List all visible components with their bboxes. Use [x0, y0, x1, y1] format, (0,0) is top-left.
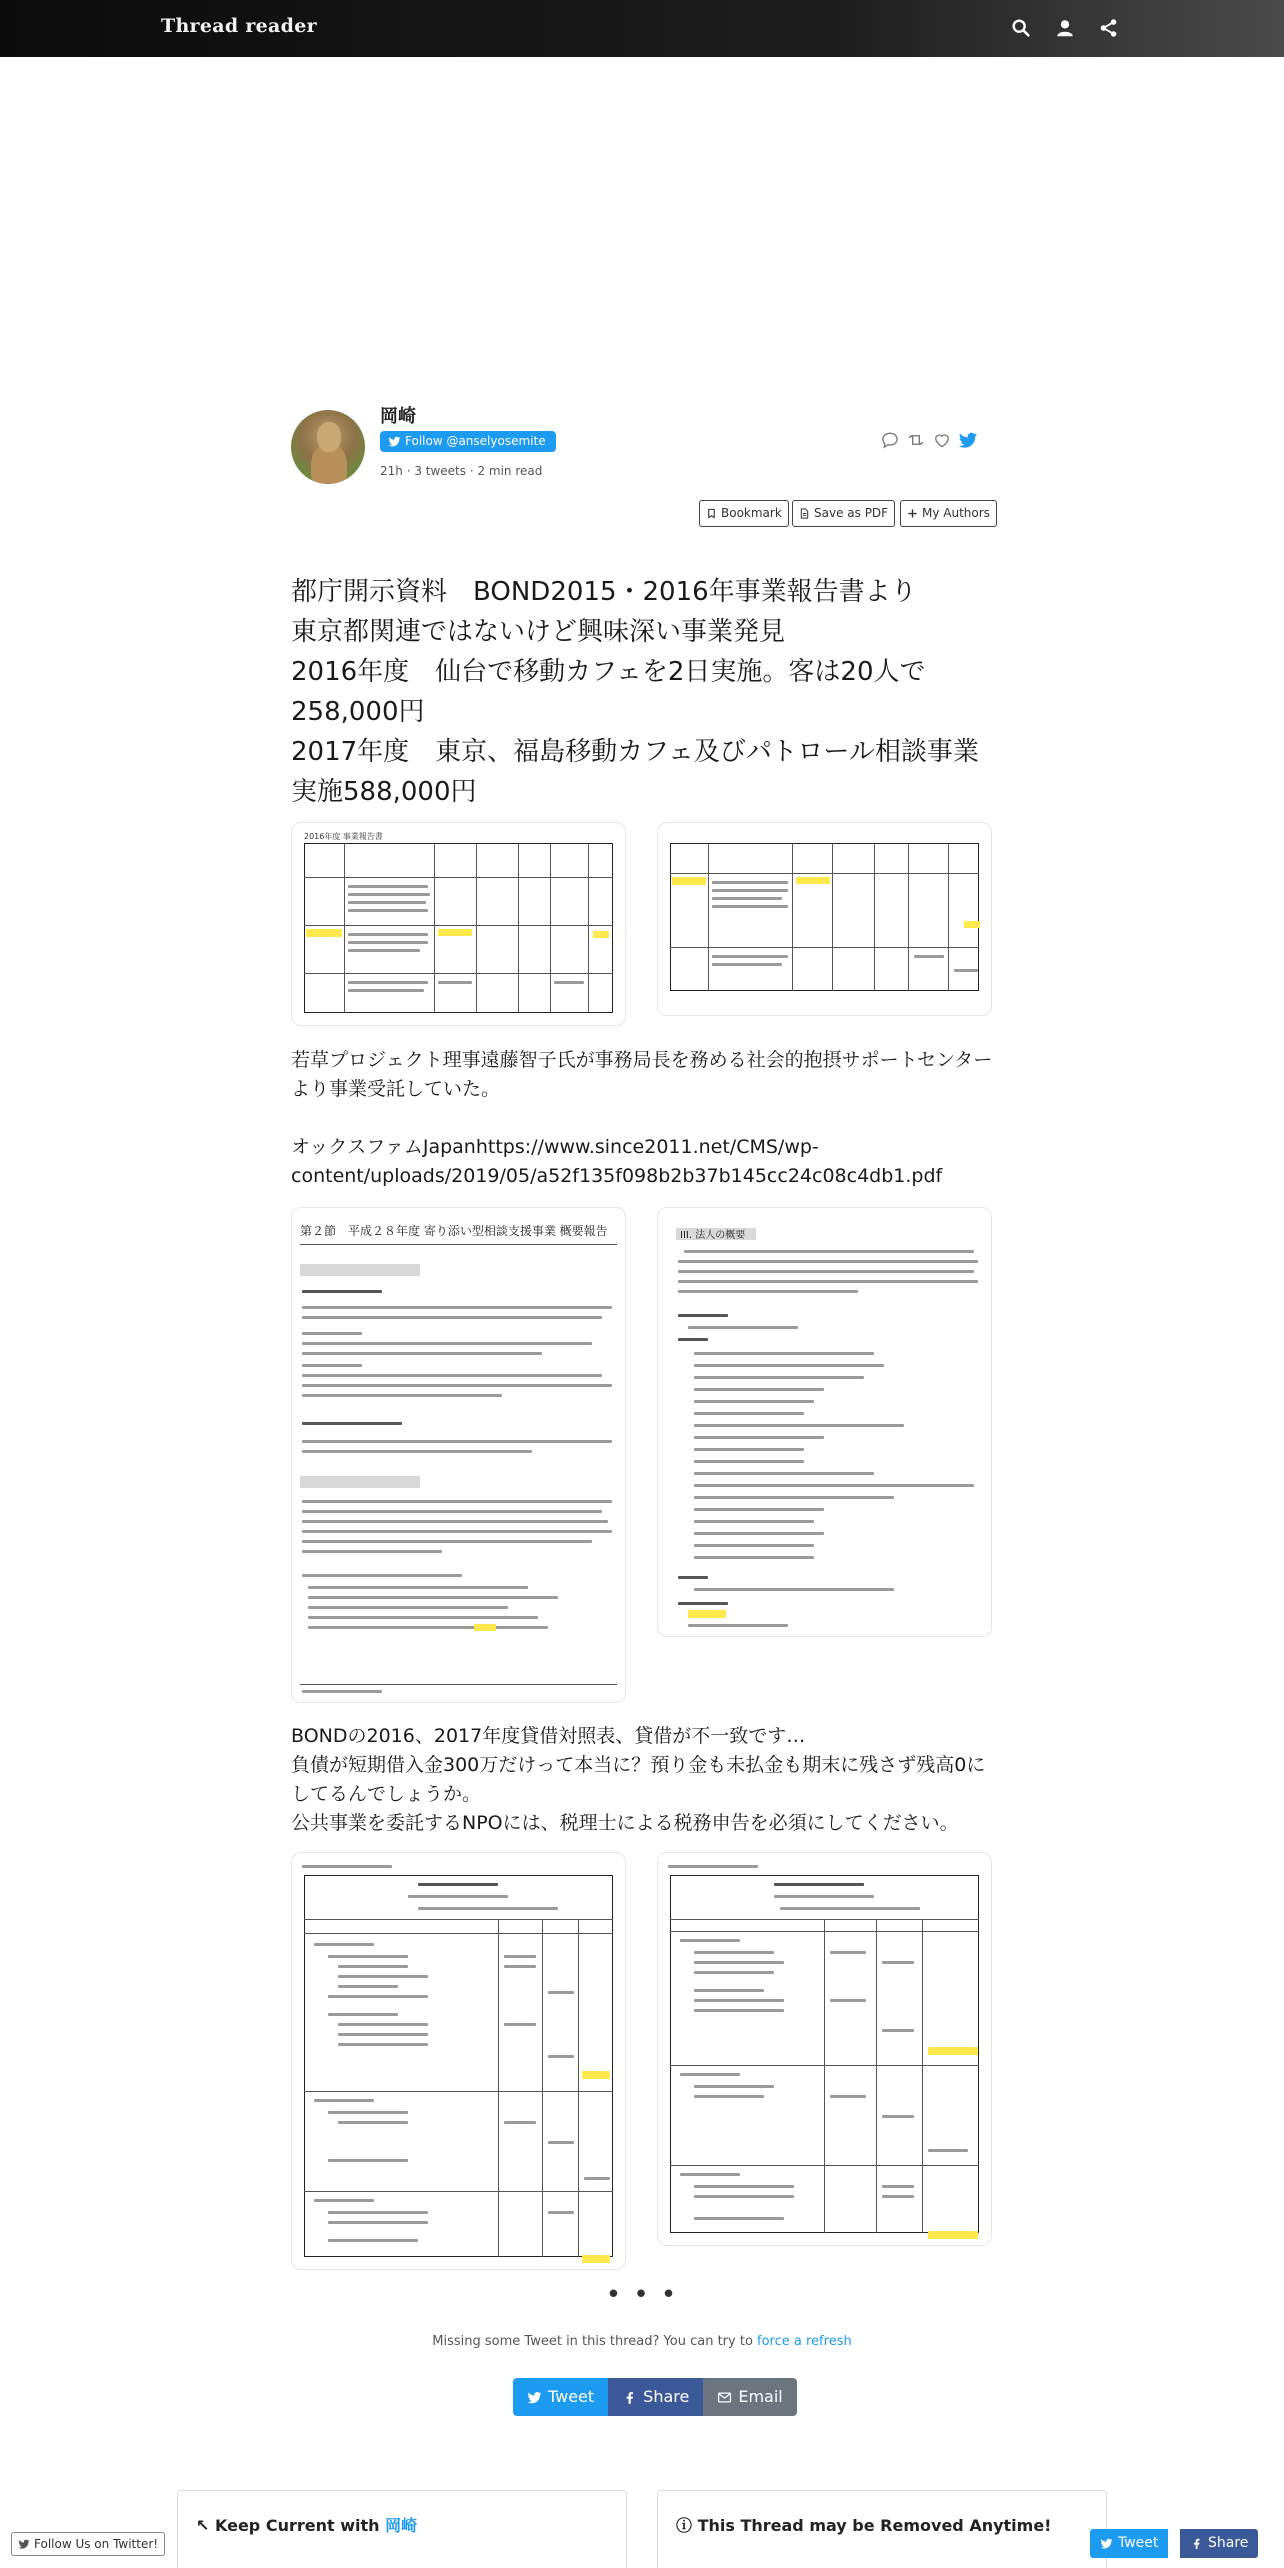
top-navbar [0, 0, 1284, 57]
share-email-button[interactable] [703, 2378, 796, 2416]
share-tweet-label: Tweet [548, 2387, 595, 2406]
bottom-share-button[interactable] [1180, 2529, 1258, 2558]
user-icon[interactable] [1054, 17, 1076, 39]
share-icon[interactable] [1098, 17, 1120, 39]
thread-meta: 21h · 3 tweets · 2 min read [380, 464, 543, 478]
twitter-bird-icon [18, 2538, 30, 2550]
bottom-tweet-label: Tweet [1118, 2535, 1159, 2551]
thread-removed-text: This Thread may be Removed Anytime! [697, 2516, 1052, 2535]
search-icon[interactable] [1010, 17, 1032, 39]
doc-1-title: 第２節 平成２８年度 寄り添い型相談支援事業 概要報告 [300, 1224, 608, 1238]
bookmark-label: Bookmark [721, 506, 782, 520]
my-authors-label: My Authors [922, 506, 990, 520]
twitter-icon[interactable] [958, 430, 978, 450]
force-refresh-link[interactable]: force a refresh [757, 2334, 852, 2349]
tweet-actions [880, 430, 978, 450]
reply-icon[interactable] [880, 430, 900, 450]
bottom-share-label: Share [1208, 2535, 1249, 2551]
share-facebook-button[interactable] [608, 2378, 703, 2416]
like-icon[interactable] [932, 430, 952, 450]
twitter-bird-icon [1100, 2537, 1113, 2550]
tweet-1-image-1[interactable]: 2016年度 事業報告書 [291, 822, 626, 1026]
follow-label: Follow @anselyosemite [405, 434, 546, 448]
keep-current-icon: ↖ [196, 2516, 215, 2535]
tweet-1-text: 都庁開示資料 BOND2015・2016年事業報告書より 東京都関連ではないけど興味深い事業発見 2016年度 仙台で移動カフェを2日実施。客は20人で258,000円 2017年度 東京、福島移動カフェ及びパトロール相談事業実施588,000円 [291, 577, 979, 807]
file-pdf-icon [799, 508, 810, 519]
brand-logo[interactable]: Thread reader [161, 15, 317, 37]
missing-tweet-notice [0, 2334, 1284, 2349]
keep-current-author-link[interactable]: 岡崎 [385, 2516, 418, 2535]
missing-text: Missing some Tweet in this thread? You can try to [432, 2334, 758, 2349]
doc-2-title: III. 法人の概要 [680, 1230, 746, 1241]
my-authors-button[interactable] [900, 500, 997, 527]
follow-us-button[interactable] [11, 2532, 165, 2556]
follow-button[interactable] [380, 431, 556, 452]
save-pdf-button[interactable] [792, 500, 895, 527]
facebook-icon [1190, 2537, 1203, 2550]
share-email-label: Email [738, 2387, 783, 2406]
author-avatar[interactable] [291, 410, 365, 484]
bottom-tweet-button[interactable] [1090, 2529, 1168, 2558]
tweet-1-image-2[interactable] [657, 822, 992, 1016]
info-icon: ⓘ [676, 2516, 698, 2535]
tweet-3-image-1[interactable] [291, 1852, 626, 2270]
share-buttons [513, 2378, 797, 2416]
tweet-3-image-2[interactable] [657, 1852, 992, 2246]
tweet-3-text: BONDの2016、2017年度貸借対照表、貸借が不一致です… 負債が短期借入金300万だけって本当に？預り金も未払金も期末に残さず残高0にしてるんでしょうか。 公共事業を委託するNPOには、税理士による税務申告を必須にしてください。 [291, 1725, 986, 1834]
bookmark-icon [706, 508, 717, 519]
author-name[interactable]: 岡崎 [380, 406, 416, 427]
share-tweet-button[interactable] [513, 2378, 608, 2416]
share-facebook-label: Share [643, 2387, 690, 2406]
tweet-2-text: 若草プロジェクト理事遠藤智子氏が事務局長を務める社会的抱摂サポートセンターより事業受託していた。 オックスファムJapanhttps://www.since2011.net/CMS/wp-content/uploads/2019/05/a52f135f098b2b37b145cc24c08c4db1.pdf [291, 1049, 993, 1187]
keep-current-text: Keep Current with [214, 2516, 386, 2535]
save-pdf-label: Save as PDF [814, 506, 889, 520]
thread-end-ellipsis: • • • [605, 2280, 679, 2310]
tweet-2-image-1[interactable] [291, 1207, 626, 1703]
bookmark-button[interactable] [699, 500, 789, 527]
facebook-icon [622, 2390, 637, 2405]
thread-removed-card [657, 2490, 1107, 2568]
retweet-icon[interactable] [906, 430, 926, 450]
envelope-icon [717, 2390, 732, 2405]
follow-us-label: Follow Us on Twitter! [34, 2537, 159, 2551]
twitter-bird-icon [388, 435, 401, 448]
tweet-2-image-2[interactable] [657, 1207, 992, 1637]
keep-current-card [177, 2490, 627, 2568]
plus-icon [907, 508, 918, 519]
twitter-bird-icon [527, 2390, 542, 2405]
